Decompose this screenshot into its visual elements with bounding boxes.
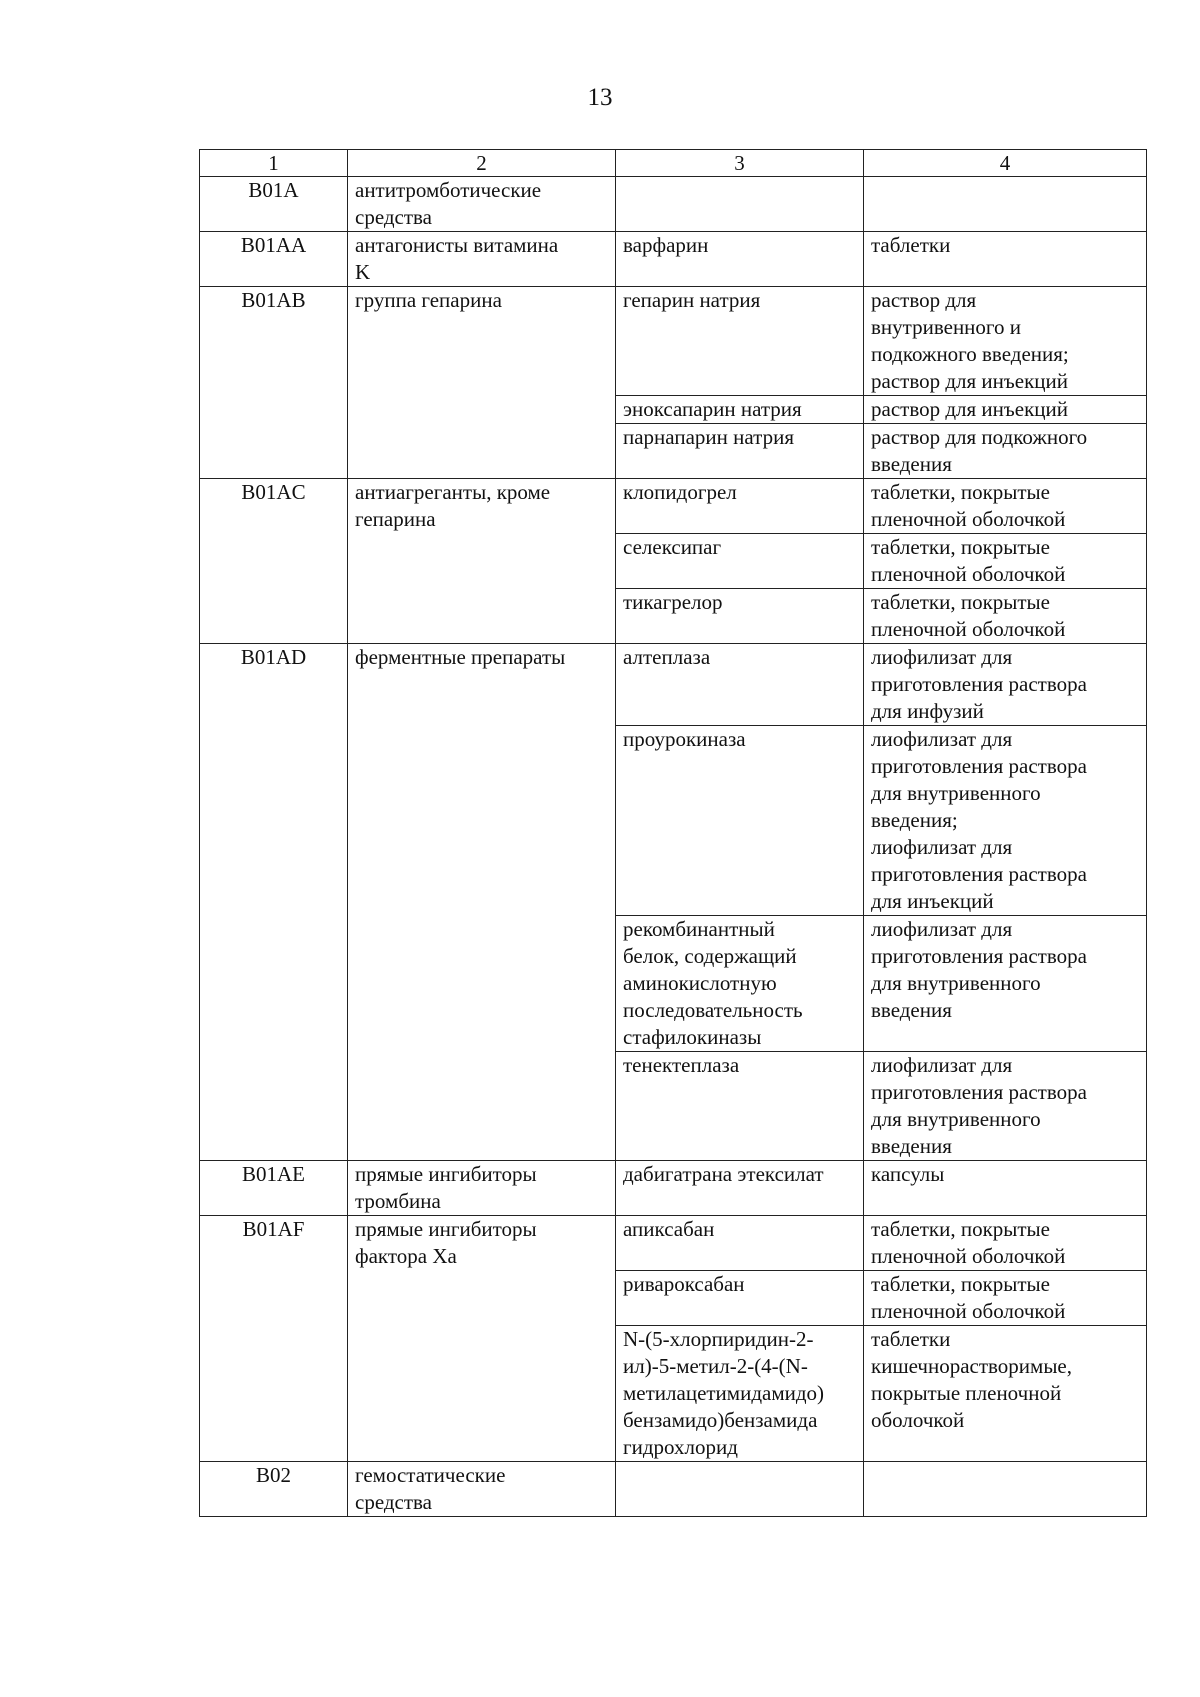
- group-name-cell: [348, 1161, 616, 1216]
- table-row: [200, 177, 1147, 232]
- dosage-form-line: для внутривенного: [871, 1107, 1041, 1131]
- dosage-form-line: оболочкой: [871, 1408, 965, 1432]
- group-name-line: K: [355, 260, 371, 284]
- dosage-form-cell: [864, 726, 1147, 916]
- dosage-form-cell: [864, 232, 1147, 287]
- atc-code-cell: B02: [200, 1462, 348, 1517]
- atc-code-cell: B01AE: [200, 1161, 348, 1216]
- dosage-form-line: приготовления раствора: [871, 944, 1087, 968]
- column-header: 2: [348, 150, 616, 177]
- group-name-line: прямые ингибиторы: [355, 1217, 537, 1241]
- dosage-form-line: для инъекций: [871, 889, 994, 913]
- group-name-cell: [348, 479, 616, 644]
- dosage-form-line: для внутривенного: [871, 971, 1041, 995]
- dosage-form-line: покрытые пленочной: [871, 1381, 1062, 1405]
- dosage-form-line: лиофилизат для: [871, 917, 1013, 941]
- dosage-form-cell: [864, 396, 1147, 424]
- group-name-line: фактора Xa: [355, 1244, 457, 1268]
- atc-code-cell: B01A: [200, 177, 348, 232]
- dosage-form-line: введения;: [871, 808, 958, 832]
- drug-name-cell: [616, 177, 864, 232]
- dosage-form-line: подкожного введения;: [871, 342, 1069, 366]
- dosage-form-line: для инфузий: [871, 699, 984, 723]
- dosage-form-cell: [864, 479, 1147, 534]
- drug-name-line: метилацетимидамидо): [623, 1381, 825, 1405]
- drug-name-line: клопидогрел: [623, 480, 737, 504]
- group-name-line: антитромботические: [355, 178, 542, 202]
- dosage-form-cell: [864, 287, 1147, 396]
- drug-name-line: белок, содержащий: [623, 944, 797, 968]
- drug-name-line: тикагрелор: [623, 590, 723, 614]
- drug-name-cell: [616, 424, 864, 479]
- drug-name-cell: [616, 287, 864, 396]
- table-row: [200, 1161, 1147, 1216]
- dosage-form-line: таблетки, покрытые: [871, 1217, 1050, 1241]
- group-name-cell: [348, 1462, 616, 1517]
- table-row: [200, 644, 1147, 726]
- atc-code-cell: B01AC: [200, 479, 348, 644]
- group-name-cell: [348, 287, 616, 479]
- atc-code-cell: B01AF: [200, 1216, 348, 1462]
- dosage-form-line: кишечнорастворимые,: [871, 1354, 1073, 1378]
- atc-code-cell: B01AA: [200, 232, 348, 287]
- group-name-line: средства: [355, 205, 433, 229]
- drug-name-cell: [616, 396, 864, 424]
- drug-name-line: варфарин: [623, 233, 709, 257]
- dosage-form-line: таблетки, покрытые: [871, 590, 1050, 614]
- dosage-form-line: лиофилизат для: [871, 727, 1013, 751]
- dosage-form-cell: [864, 1462, 1147, 1517]
- drug-name-cell: [616, 1052, 864, 1161]
- dosage-form-line: таблетки, покрытые: [871, 480, 1050, 504]
- drug-name-line: проурокиназа: [623, 727, 746, 751]
- drug-name-line: тенектеплаза: [623, 1053, 740, 1077]
- drug-name-line: эноксапарин натрия: [623, 397, 802, 421]
- group-name-line: тромбина: [355, 1189, 441, 1213]
- column-header: 4: [864, 150, 1147, 177]
- group-name-cell: [348, 1216, 616, 1462]
- drug-name-line: дабигатрана этексилат: [623, 1162, 824, 1186]
- group-name-line: антиагреганты, кроме: [355, 480, 551, 504]
- dosage-form-cell: [864, 1271, 1147, 1326]
- group-name-line: средства: [355, 1490, 433, 1514]
- drug-classification-table: [199, 149, 1147, 1517]
- header-row: [200, 150, 1147, 177]
- drug-name-line: последовательность: [623, 998, 803, 1022]
- drug-name-line: N-(5-хлорпиридин-2-: [623, 1327, 814, 1351]
- dosage-form-line: введения: [871, 998, 952, 1022]
- dosage-form-line: пленочной оболочкой: [871, 617, 1066, 641]
- dosage-form-line: для внутривенного: [871, 781, 1041, 805]
- dosage-form-line: таблетки, покрытые: [871, 1272, 1050, 1296]
- dosage-form-cell: [864, 1326, 1147, 1462]
- dosage-form-line: лиофилизат для: [871, 835, 1013, 859]
- drug-name-line: бензамидо)бензамида: [623, 1408, 818, 1432]
- dosage-form-cell: [864, 644, 1147, 726]
- dosage-form-line: таблетки: [871, 1327, 951, 1351]
- table-row: [200, 1216, 1147, 1271]
- dosage-form-line: приготовления раствора: [871, 1080, 1087, 1104]
- group-name-line: группа гепарина: [355, 288, 502, 312]
- dosage-form-cell: [864, 916, 1147, 1052]
- drug-name-line: ил)-5-метил-2-(4-(N-: [623, 1354, 808, 1378]
- dosage-form-cell: [864, 177, 1147, 232]
- dosage-form-line: пленочной оболочкой: [871, 1244, 1066, 1268]
- dosage-form-line: лиофилизат для: [871, 1053, 1013, 1077]
- drug-name-line: алтеплаза: [623, 645, 711, 669]
- group-name-line: ферментные препараты: [355, 645, 566, 669]
- drug-name-cell: [616, 534, 864, 589]
- drug-name-line: ривароксабан: [623, 1272, 745, 1296]
- drug-name-cell: [616, 916, 864, 1052]
- dosage-form-cell: [864, 534, 1147, 589]
- page-number: 13: [587, 84, 613, 111]
- dosage-form-line: приготовления раствора: [871, 754, 1087, 778]
- table-row: [200, 479, 1147, 534]
- dosage-form-line: приготовления раствора: [871, 672, 1087, 696]
- dosage-form-line: введения: [871, 452, 952, 476]
- dosage-form-cell: [864, 1052, 1147, 1161]
- drug-name-cell: [616, 1161, 864, 1216]
- dosage-form-cell: [864, 424, 1147, 479]
- table-row: [200, 232, 1147, 287]
- dosage-form-line: раствор для инъекций: [871, 397, 1068, 421]
- column-header: 1: [200, 150, 348, 177]
- dosage-form-line: введения: [871, 1134, 952, 1158]
- table-row: [200, 1462, 1147, 1517]
- drug-name-line: гидрохлорид: [623, 1435, 738, 1459]
- group-name-cell: [348, 644, 616, 1161]
- dosage-form-line: пленочной оболочкой: [871, 562, 1066, 586]
- group-name-cell: [348, 177, 616, 232]
- column-header: 3: [616, 150, 864, 177]
- drug-name-line: стафилокиназы: [623, 1025, 762, 1049]
- drug-name-cell: [616, 726, 864, 916]
- dosage-form-line: внутривенного и: [871, 315, 1021, 339]
- dosage-form-line: пленочной оболочкой: [871, 1299, 1066, 1323]
- dosage-form-line: пленочной оболочкой: [871, 507, 1066, 531]
- dosage-form-cell: [864, 589, 1147, 644]
- group-name-line: антагонисты витамина: [355, 233, 559, 257]
- table-body: [200, 150, 1147, 1517]
- dosage-form-cell: [864, 1161, 1147, 1216]
- dosage-form-line: раствор для: [871, 288, 977, 312]
- dosage-form-line: приготовления раствора: [871, 862, 1087, 886]
- drug-name-line: гепарин натрия: [623, 288, 761, 312]
- drug-name-cell: [616, 644, 864, 726]
- drug-name-cell: [616, 589, 864, 644]
- drug-name-cell: [616, 1462, 864, 1517]
- drug-name-line: парнапарин натрия: [623, 425, 794, 449]
- dosage-form-line: раствор для инъекций: [871, 369, 1068, 393]
- dosage-form-line: раствор для подкожного: [871, 425, 1088, 449]
- dosage-form-line: таблетки: [871, 233, 951, 257]
- drug-name-line: селексипаг: [623, 535, 722, 559]
- drug-name-cell: [616, 1326, 864, 1462]
- table-row: [200, 287, 1147, 396]
- dosage-form-line: таблетки, покрытые: [871, 535, 1050, 559]
- drug-name-line: аминокислотную: [623, 971, 777, 995]
- group-name-line: гемостатические: [355, 1463, 506, 1487]
- dosage-form-line: лиофилизат для: [871, 645, 1013, 669]
- dosage-form-cell: [864, 1216, 1147, 1271]
- group-name-line: гепарина: [355, 507, 436, 531]
- drug-name-line: рекомбинантный: [623, 917, 775, 941]
- group-name-line: прямые ингибиторы: [355, 1162, 537, 1186]
- drug-name-line: апиксабан: [623, 1217, 715, 1241]
- dosage-form-line: капсулы: [871, 1162, 945, 1186]
- drug-name-cell: [616, 1216, 864, 1271]
- atc-code-cell: B01AD: [200, 644, 348, 1161]
- drug-name-cell: [616, 1271, 864, 1326]
- drug-name-cell: [616, 479, 864, 534]
- group-name-cell: [348, 232, 616, 287]
- drug-name-cell: [616, 232, 864, 287]
- atc-code-cell: B01AB: [200, 287, 348, 479]
